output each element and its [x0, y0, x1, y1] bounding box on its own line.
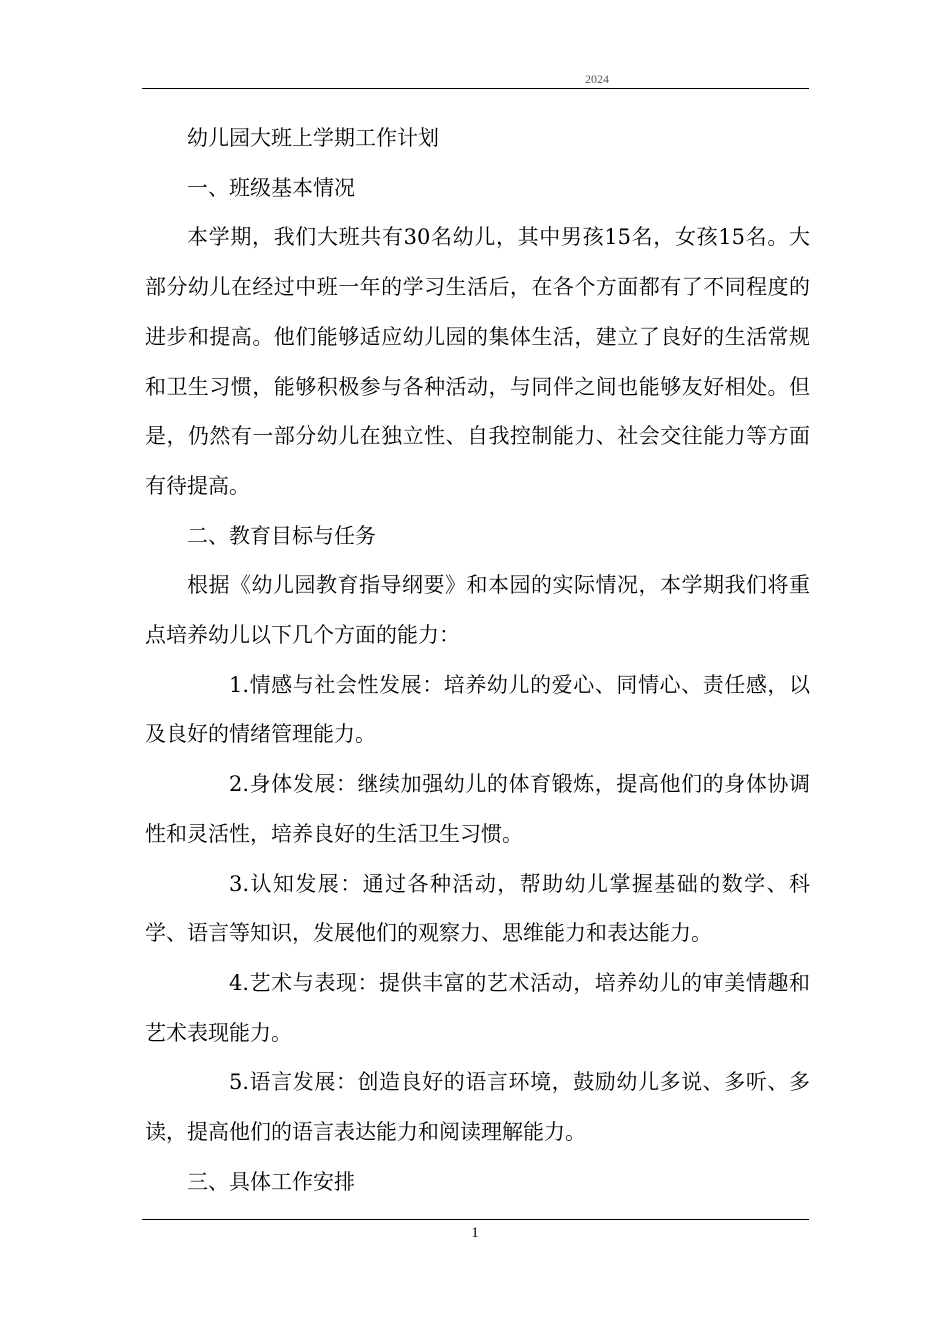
section-heading-3: 三、具体工作安排: [187, 1169, 355, 1194]
goal-item: 4.艺术与表现：提供丰富的艺术活动，培养幼儿的审美情趣和艺术表现能力。: [145, 970, 810, 1045]
footer-divider: [142, 1219, 809, 1220]
goal-item: 1.情感与社会性发展：培养幼儿的爱心、同情心、责任感，以及良好的情绪管理能力。: [145, 672, 810, 747]
section-2-intro: 根据《幼儿园教育指导纲要》和本园的实际情况，本学期我们将重点培养幼儿以下几个方面的能力：: [145, 573, 810, 648]
document-title: 幼儿园大班上学期工作计划: [187, 126, 439, 150]
section-1-paragraph: 本学期，我们大班共有30名幼儿，其中男孩15名，女孩15名。大部分幼儿在经过中班一年的学习生活后，在各个方面都有了不同程度的进步和提高。他们能够适应幼儿园的集体生活，建立了良好的生活常规和卫生习惯，能够积极参与各种活动，与同伴之间也能够友好相处。但是，仍然有一部分幼儿在独立性、自我控制能力、社会交往能力等方面有待提高。: [145, 225, 810, 498]
goal-item: 5.语言发展：创造良好的语言环境，鼓励幼儿多说、多听、多读，提高他们的语言表达能力和阅读理解能力。: [145, 1070, 810, 1145]
section-heading-1: 一、班级基本情况: [187, 175, 355, 200]
page-number: 1: [471, 1225, 479, 1241]
header-divider: [142, 88, 809, 89]
goal-item: 3.认知发展：通过各种活动，帮助幼儿掌握基础的数学、科学、语言等知识，发展他们的观察力、思维能力和表达能力。: [145, 871, 810, 946]
header-year: 2024: [585, 72, 609, 86]
document-body: [145, 114, 810, 1207]
section-heading-2: 二、教育目标与任务: [187, 523, 376, 548]
goal-item: 2.身体发展：继续加强幼儿的体育锻炼，提高他们的身体协调性和灵活性，培养良好的生活卫生习惯。: [145, 772, 810, 846]
